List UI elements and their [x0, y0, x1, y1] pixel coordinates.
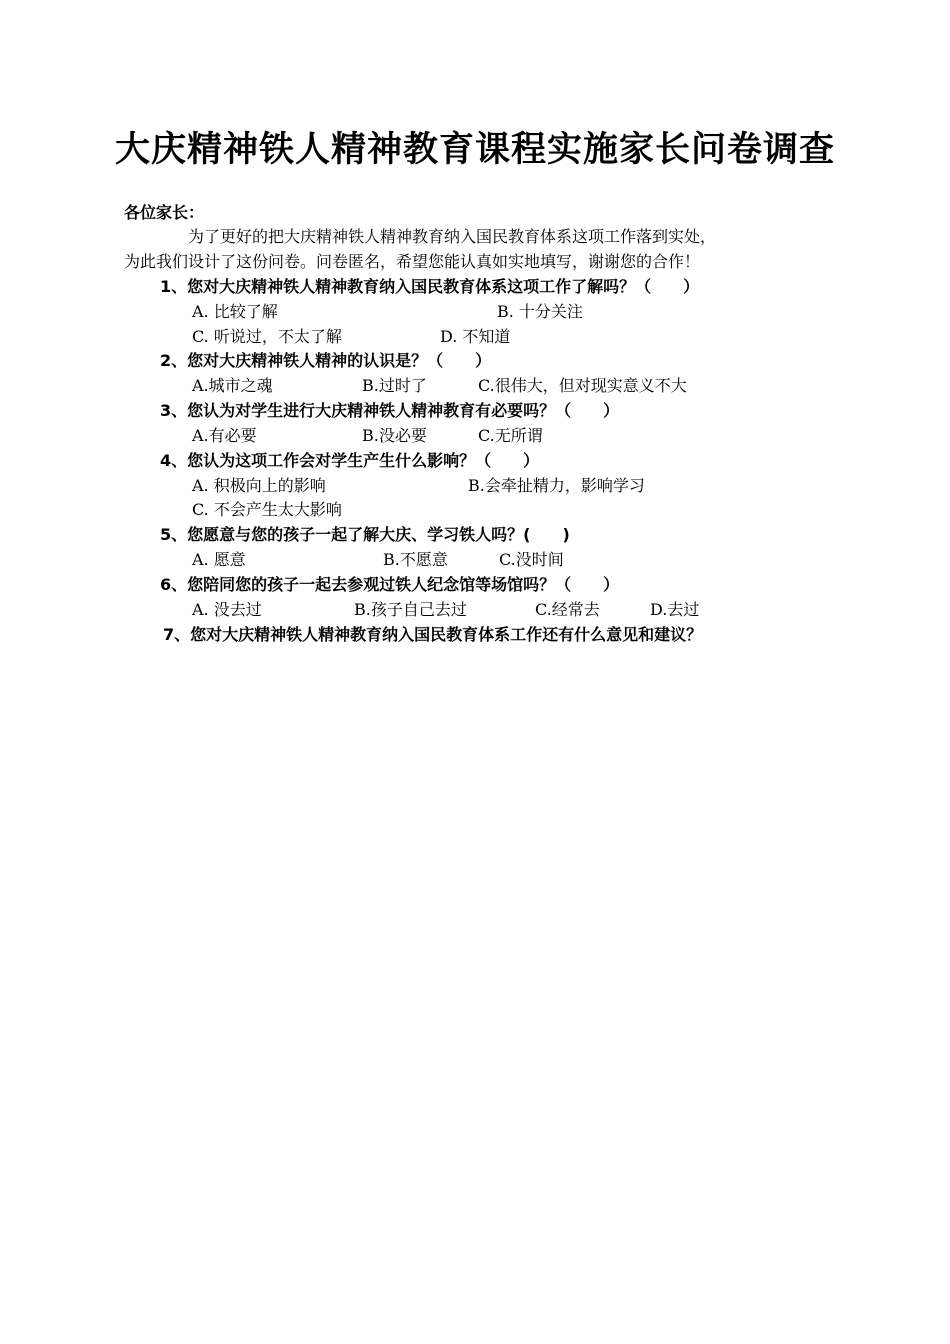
intro-paragraph — [124, 224, 834, 274]
question-6-option-c: C.经常去 — [535, 600, 600, 619]
question-3-option-c: C.无所谓 — [478, 426, 543, 445]
page-title: 大庆精神铁人精神教育课程实施家长问卷调查 — [114, 129, 835, 170]
question-7: 7、您对大庆精神铁人精神教育纳入国民教育体系工作还有什么意见和建议？ — [163, 625, 703, 644]
intro-line-1: 为了更好的把大庆精神铁人精神教育纳入国民教育体系这项工作落到实处， — [188, 227, 717, 246]
question-3-option-b: B.没必要 — [362, 426, 427, 445]
question-5-option-a: A. 愿意 — [192, 550, 246, 569]
question-5-option-c: C.没时间 — [499, 550, 564, 569]
question-3: 3、您认为对学生进行大庆精神铁人精神教育有必要吗？（ ） — [160, 401, 620, 420]
question-4-option-a: A. 积极向上的影响 — [192, 476, 326, 495]
question-4: 4、您认为这项工作会对学生产生什么影响？（ ） — [160, 451, 540, 470]
greeting: 各位家长： — [124, 203, 205, 222]
question-1-option-c: C. 听说过，不太了解 — [192, 327, 342, 346]
question-2-option-c: C.很伟大，但对现实意义不大 — [478, 376, 687, 395]
question-3-option-a: A.有必要 — [192, 426, 257, 445]
question-6: 6、您陪同您的孩子一起去参观过铁人纪念馆等场馆吗？（ ） — [160, 575, 620, 594]
question-1-option-a: A. 比较了解 — [192, 302, 278, 321]
question-1: 1、您对大庆精神铁人精神教育纳入国民教育体系这项工作了解吗？（ ） — [160, 277, 700, 296]
question-5-option-b: B.不愿意 — [383, 550, 448, 569]
question-6-option-b: B.孩子自己去过 — [354, 600, 467, 619]
question-1-option-b: B. 十分关注 — [497, 302, 583, 321]
question-5: 5、您愿意与您的孩子一起了解大庆、学习铁人吗？( ) — [160, 525, 570, 544]
intro-line-2: 为此我们设计了这份问卷。问卷匿名，希望您能认真如实地填写，谢谢您的合作！ — [124, 252, 701, 271]
question-4-option-b: B.会牵扯精力，影响学习 — [468, 476, 645, 495]
question-6-option-d: D.去过 — [650, 600, 700, 619]
question-1-option-d: D. 不知道 — [440, 327, 511, 346]
question-2-option-a: A.城市之魂 — [192, 376, 273, 395]
question-2: 2、您对大庆精神铁人精神的认识是？（ ） — [160, 351, 492, 370]
question-4-option-c: C. 不会产生太大影响 — [192, 500, 342, 519]
question-2-option-b: B.过时了 — [362, 376, 427, 395]
question-6-option-a: A. 没去过 — [192, 600, 262, 619]
